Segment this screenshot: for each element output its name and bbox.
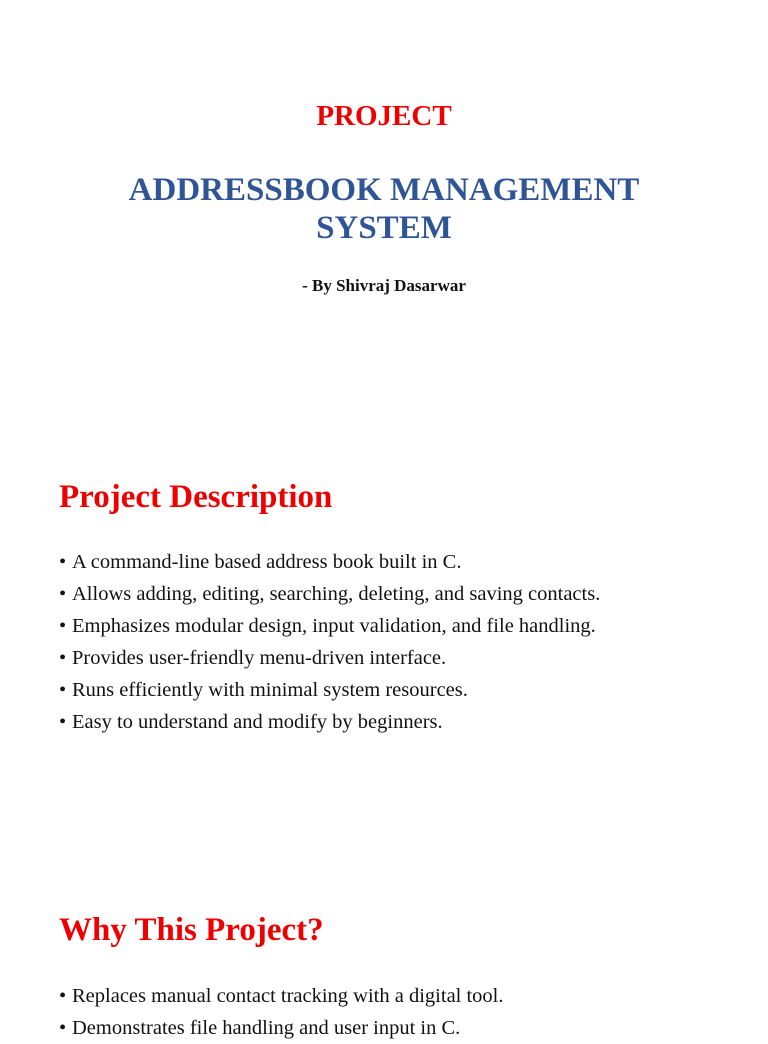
list-item xyxy=(59,546,600,578)
section-heading-project-description: Project Description xyxy=(59,479,333,515)
why-this-project-list xyxy=(59,980,504,1044)
list-item-text: Replaces manual contact tracking with a digital tool. xyxy=(72,985,504,1007)
list-item xyxy=(59,610,600,642)
bullet-icon: • xyxy=(59,647,67,669)
list-item-text: Demonstrates file handling and user input in C. xyxy=(72,1017,461,1039)
project-description-list xyxy=(59,546,600,738)
document-title xyxy=(0,171,768,247)
list-item xyxy=(59,578,600,610)
list-item-text: A command-line based address book built in C. xyxy=(72,551,462,573)
list-item-text: Runs efficiently with minimal system resources. xyxy=(72,679,468,701)
title-line-2: SYSTEM xyxy=(316,210,452,246)
list-item-text: Allows adding, editing, searching, deleting, and saving contacts. xyxy=(72,583,601,605)
bullet-icon: • xyxy=(59,551,67,573)
section-heading-why-this-project: Why This Project? xyxy=(59,912,324,948)
list-item-text: Emphasizes modular design, input validation, and file handling. xyxy=(72,615,596,637)
list-item xyxy=(59,1012,504,1044)
bullet-icon: • xyxy=(59,615,67,637)
title-line-1: ADDRESSBOOK MANAGEMENT xyxy=(128,172,640,208)
list-item-text: Provides user-friendly menu-driven interface. xyxy=(72,647,447,669)
bullet-icon: • xyxy=(59,583,67,605)
list-item xyxy=(59,674,600,706)
project-label: PROJECT xyxy=(316,100,452,132)
list-item xyxy=(59,980,504,1012)
list-item xyxy=(59,706,600,738)
list-item-text: Easy to understand and modify by beginners. xyxy=(72,711,443,733)
list-item xyxy=(59,642,600,674)
bullet-icon: • xyxy=(59,711,67,733)
bullet-icon: • xyxy=(59,985,67,1007)
bullet-icon: • xyxy=(59,679,67,701)
bullet-icon: • xyxy=(59,1017,67,1039)
author-byline: - By Shivraj Dasarwar xyxy=(302,276,466,295)
